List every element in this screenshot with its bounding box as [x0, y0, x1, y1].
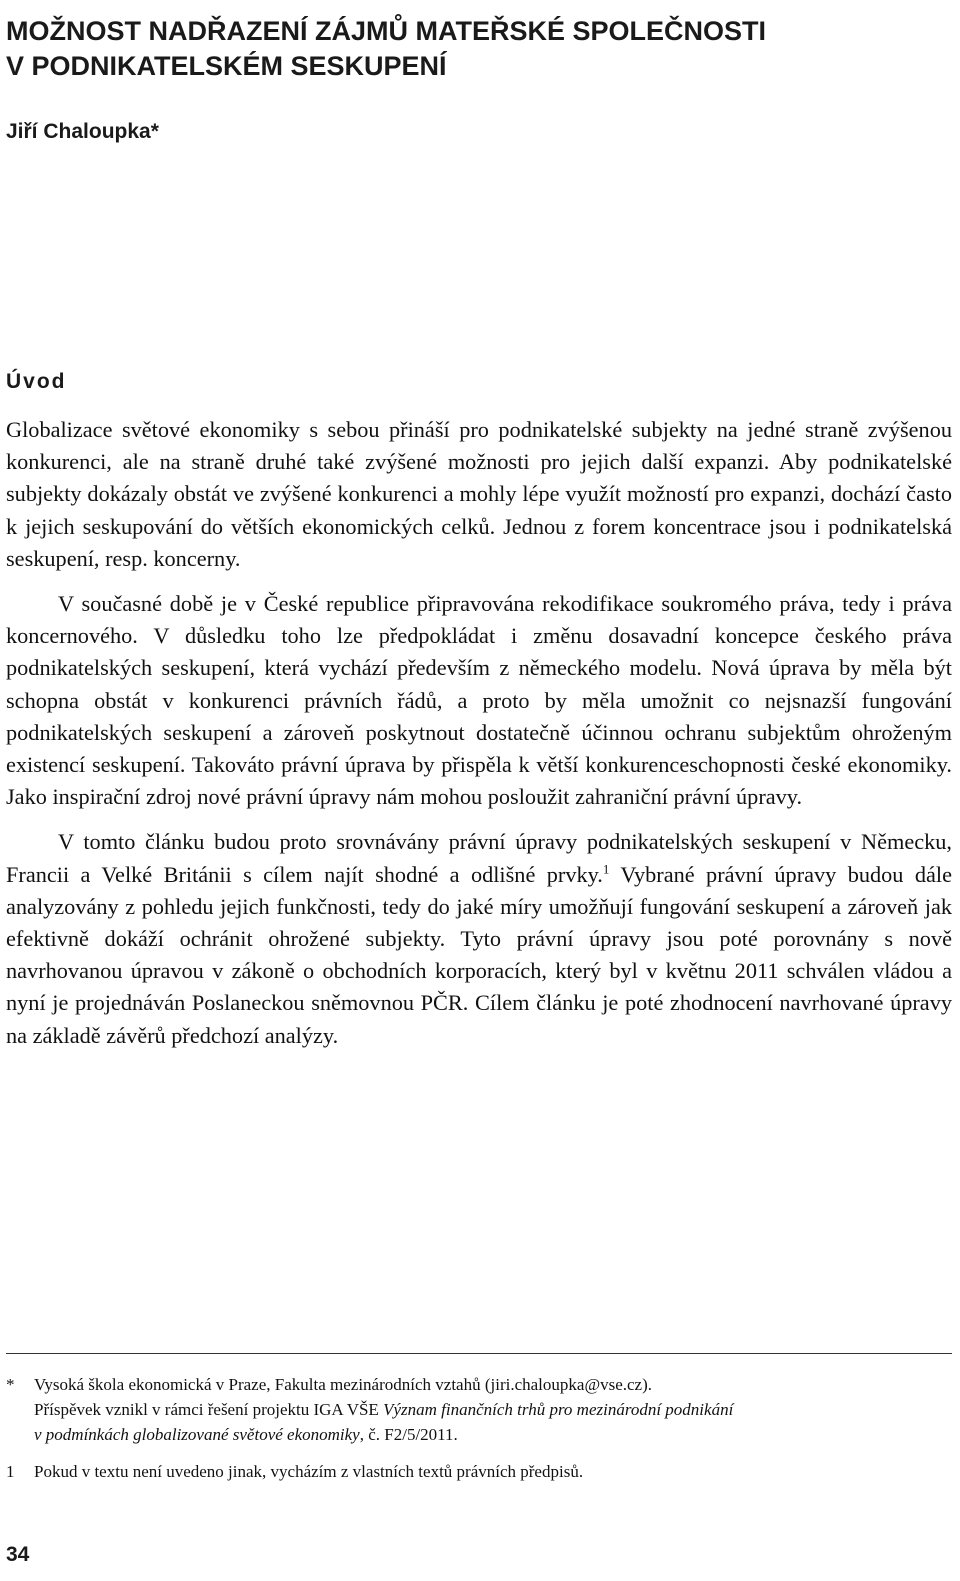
footnote-author	[6, 1372, 926, 1447]
footnote-project-line	[34, 1397, 926, 1422]
article-title-line-2: V PODNIKATELSKÉM SESKUPENÍ	[6, 51, 447, 81]
footnotes	[6, 1372, 926, 1496]
body-paragraph-3	[6, 826, 952, 1051]
article-title	[6, 14, 936, 84]
footnote-mark: 1	[6, 1462, 15, 1481]
footnote-text	[34, 1372, 926, 1447]
article-author: Jiří Chaloupka*	[6, 120, 159, 143]
body-paragraph-1: Globalizace světové ekonomiky s sebou přináší pro podnikatelské subjekty na jedné straně zvýšenou konkurenci, ale na straně druhé také zvýšené možnosti pro jejich další expanzi. Aby podnikatelské subjekty dokázaly obstát ve zvýšené konkurenci a mohly lépe využít možností pro expanzi, dochází často k jejich seskupování do větších ekonomických celků. Jednou z forem koncentrace jsou i podnikatelská seskupení, resp. koncerny.	[6, 417, 952, 571]
body-paragraph-3-part-2: Vybrané právní úpravy budou dále analyzovány z pohledu jejich funkčnosti, tedy do jaké míry umožňují fungování seskupení a zároveň jak efektivně dokáží ochránit ohrožené subjekty. Tyto právní úpravy jsou poté porovnány s nově navrhovanou úpravou v zákoně o obchodních korporacích, který byl v květnu 2011 schválen vládou a nyní je projednáván Poslaneckou sněmovnou PČR. Cílem článku je poté zhodnocení navrhované úpravy na základě závěrů předchozí analýzy.	[6, 861, 952, 1048]
footnote-divider	[6, 1353, 952, 1354]
footnote-1	[6, 1459, 926, 1484]
footnote-project-title: Význam finančních trhů pro mezinárodní podnikání	[383, 1400, 734, 1419]
footnote-project-number: , č. F2/5/2011.	[359, 1425, 458, 1444]
footnote-text: Pokud v textu není uvedeno jinak, vycházím z vlastních textů právních předpisů.	[34, 1462, 584, 1481]
footnote-project-title-cont: v podmínkách globalizované světové ekonomiky	[34, 1425, 360, 1444]
footnote-affiliation: Vysoká škola ekonomická v Praze, Fakulta mezinárodních vztahů (jiri.chaloupka@vse.cz).	[34, 1375, 653, 1394]
page-number: 34	[6, 1543, 30, 1566]
article-title-line-1: MOŽNOST NADŘAZENÍ ZÁJMŮ MATEŘSKÉ SPOLEČNOSTI	[6, 16, 767, 46]
section-heading-intro: Úvod	[6, 370, 67, 393]
article-body	[6, 414, 952, 1065]
footnote-project-line-2	[34, 1422, 926, 1447]
body-paragraph-2: V současné době je v České republice připravována rekodifikace soukromého práva, tedy i práva koncernového. V důsledku toho lze předpokládat i změnu dosavadní koncepce českého práva podnikatelských seskupení, která vychází především z německého modelu. Nová úprava by měla být schopna obstát v konkurenci právních řádů, a proto by měla umožnit co nejsnazší fungování podnikatelských seskupení a zároveň poskytnout dostatečně účinnou ochranu subjektům ohroženým existencí seskupení. Takováto právní úprava by přispěla k větší konkurenceschopnosti české ekonomiky. Jako inspirační zdroj nové právní úpravy nám mohou posloužit zahraniční právní úpravy.	[6, 591, 952, 810]
footnote-project-prefix: Příspěvek vznikl v rámci řešení projektu IGA VŠE	[34, 1400, 384, 1419]
footnote-reference-1[interactable]: 1	[602, 861, 610, 877]
body-paragraph-3-part-1: V tomto článku budou proto srovnávány právní úpravy podnikatelských seskupení v Německu, Francii a Velké Británii s cílem najít shodné a odlišné prvky.	[6, 829, 952, 887]
footnote-mark: *	[6, 1375, 15, 1394]
